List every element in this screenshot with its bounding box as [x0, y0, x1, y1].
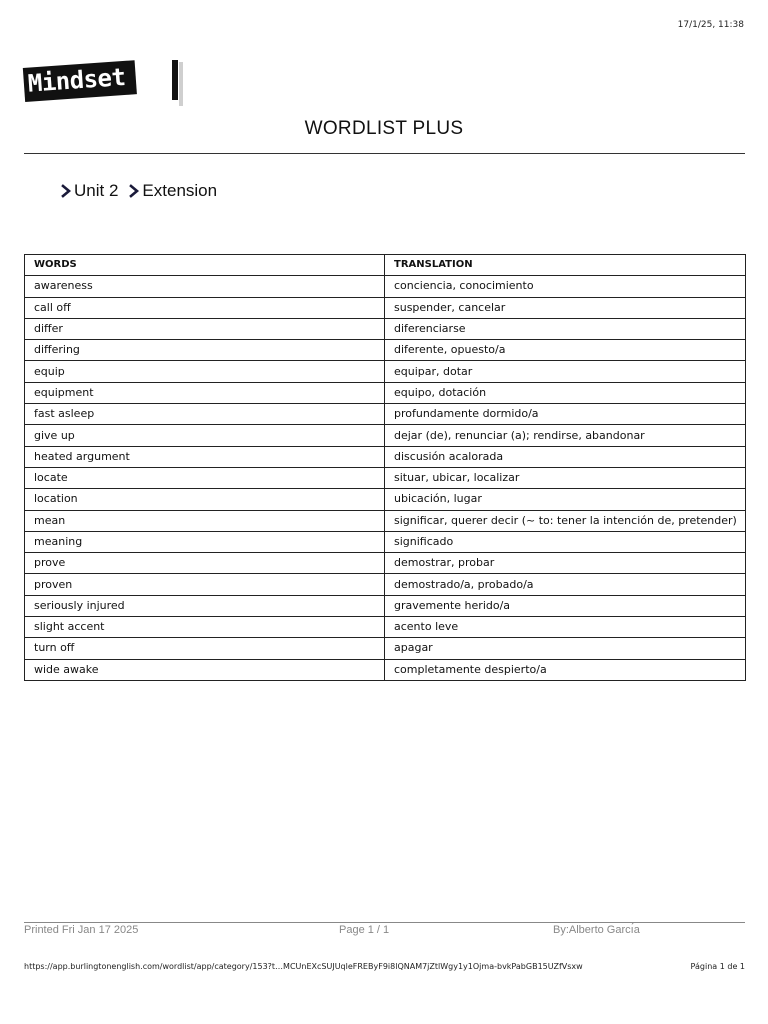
word-cell: fast asleep — [25, 404, 385, 425]
translation-cell: diferenciarse — [385, 318, 746, 339]
logo-bar — [172, 60, 178, 100]
translation-cell: significar, querer decir (~ to: tener la intención de, pretender) — [385, 510, 746, 531]
print-timestamp: 17/1/25, 11:38 — [677, 20, 744, 30]
page-footer — [24, 924, 745, 940]
word-cell: seriously injured — [25, 595, 385, 616]
word-cell: slight accent — [25, 617, 385, 638]
table-row — [25, 276, 746, 297]
table-row — [25, 659, 746, 680]
table-row — [25, 425, 746, 446]
table-body — [25, 276, 746, 681]
table-row — [25, 510, 746, 531]
translation-cell: acento leve — [385, 617, 746, 638]
translation-cell: situar, ubicar, localizar — [385, 467, 746, 488]
word-cell: differing — [25, 340, 385, 361]
table-row — [25, 553, 746, 574]
translation-cell: diferente, opuesto/a — [385, 340, 746, 361]
table-row — [25, 489, 746, 510]
translation-cell: conciencia, conocimiento — [385, 276, 746, 297]
table-row — [25, 404, 746, 425]
translation-cell: gravemente herido/a — [385, 595, 746, 616]
table-row — [25, 531, 746, 552]
translation-cell: equipo, dotación — [385, 382, 746, 403]
word-cell: equipment — [25, 382, 385, 403]
title-divider — [24, 153, 745, 154]
translation-cell: completamente despierto/a — [385, 659, 746, 680]
footer-divider — [24, 922, 745, 923]
page-number: Page 1 / 1 — [339, 924, 390, 936]
column-header-words: WORDS — [25, 255, 385, 276]
table-row — [25, 574, 746, 595]
breadcrumb — [60, 181, 227, 201]
translation-cell: discusión acalorada — [385, 446, 746, 467]
translation-cell: ubicación, lugar — [385, 489, 746, 510]
table-row — [25, 361, 746, 382]
translation-cell: profundamente dormido/a — [385, 404, 746, 425]
table-header-row — [25, 255, 746, 276]
chevron-right-icon — [128, 184, 140, 198]
print-url: https://app.burlingtonenglish.com/wordlist/app/category/153?t…MCUnEXcSUJUqleFREByF9i8lQNAM7jZtlWgy1y1Ojma-bvkPabGB15UZfVsxw — [24, 962, 583, 971]
table-row — [25, 638, 746, 659]
table-row — [25, 595, 746, 616]
logo-bar-shadow — [179, 62, 183, 106]
word-cell: equip — [25, 361, 385, 382]
chevron-right-icon — [60, 184, 72, 198]
breadcrumb-item-unit[interactable] — [60, 181, 118, 201]
wordlist-table — [24, 254, 746, 681]
word-cell: awareness — [25, 276, 385, 297]
printed-date: Printed Fri Jan 17 2025 — [24, 924, 139, 936]
translation-cell: suspender, cancelar — [385, 297, 746, 318]
column-header-translation: TRANSLATION — [385, 255, 746, 276]
translation-cell: demostrar, probar — [385, 553, 746, 574]
word-cell: proven — [25, 574, 385, 595]
translation-cell: equipar, dotar — [385, 361, 746, 382]
table-row — [25, 617, 746, 638]
print-page-indicator: Página 1 de 1 — [690, 962, 745, 971]
table-row — [25, 382, 746, 403]
table-row — [25, 340, 746, 361]
table-row — [25, 467, 746, 488]
word-cell: location — [25, 489, 385, 510]
page-title: WORDLIST PLUS — [304, 118, 464, 139]
translation-cell: apagar — [385, 638, 746, 659]
word-cell: meaning — [25, 531, 385, 552]
table-row — [25, 446, 746, 467]
word-cell: turn off — [25, 638, 385, 659]
word-cell: heated argument — [25, 446, 385, 467]
author-label: By:Alberto Garcı́a — [553, 924, 640, 936]
breadcrumb-item-extension[interactable] — [128, 181, 217, 201]
table-row — [25, 318, 746, 339]
logo-text: Mindset — [23, 60, 137, 102]
breadcrumb-label: Unit 2 — [74, 181, 119, 200]
translation-cell: demostrado/a, probado/a — [385, 574, 746, 595]
mindset-logo — [24, 60, 184, 108]
word-cell: wide awake — [25, 659, 385, 680]
word-cell: mean — [25, 510, 385, 531]
word-cell: prove — [25, 553, 385, 574]
table-row — [25, 297, 746, 318]
word-cell: differ — [25, 318, 385, 339]
translation-cell: dejar (de), renunciar (a); rendirse, abandonar — [385, 425, 746, 446]
translation-cell: significado — [385, 531, 746, 552]
word-cell: give up — [25, 425, 385, 446]
word-cell: call off — [25, 297, 385, 318]
word-cell: locate — [25, 467, 385, 488]
breadcrumb-label: Extension — [142, 181, 218, 200]
